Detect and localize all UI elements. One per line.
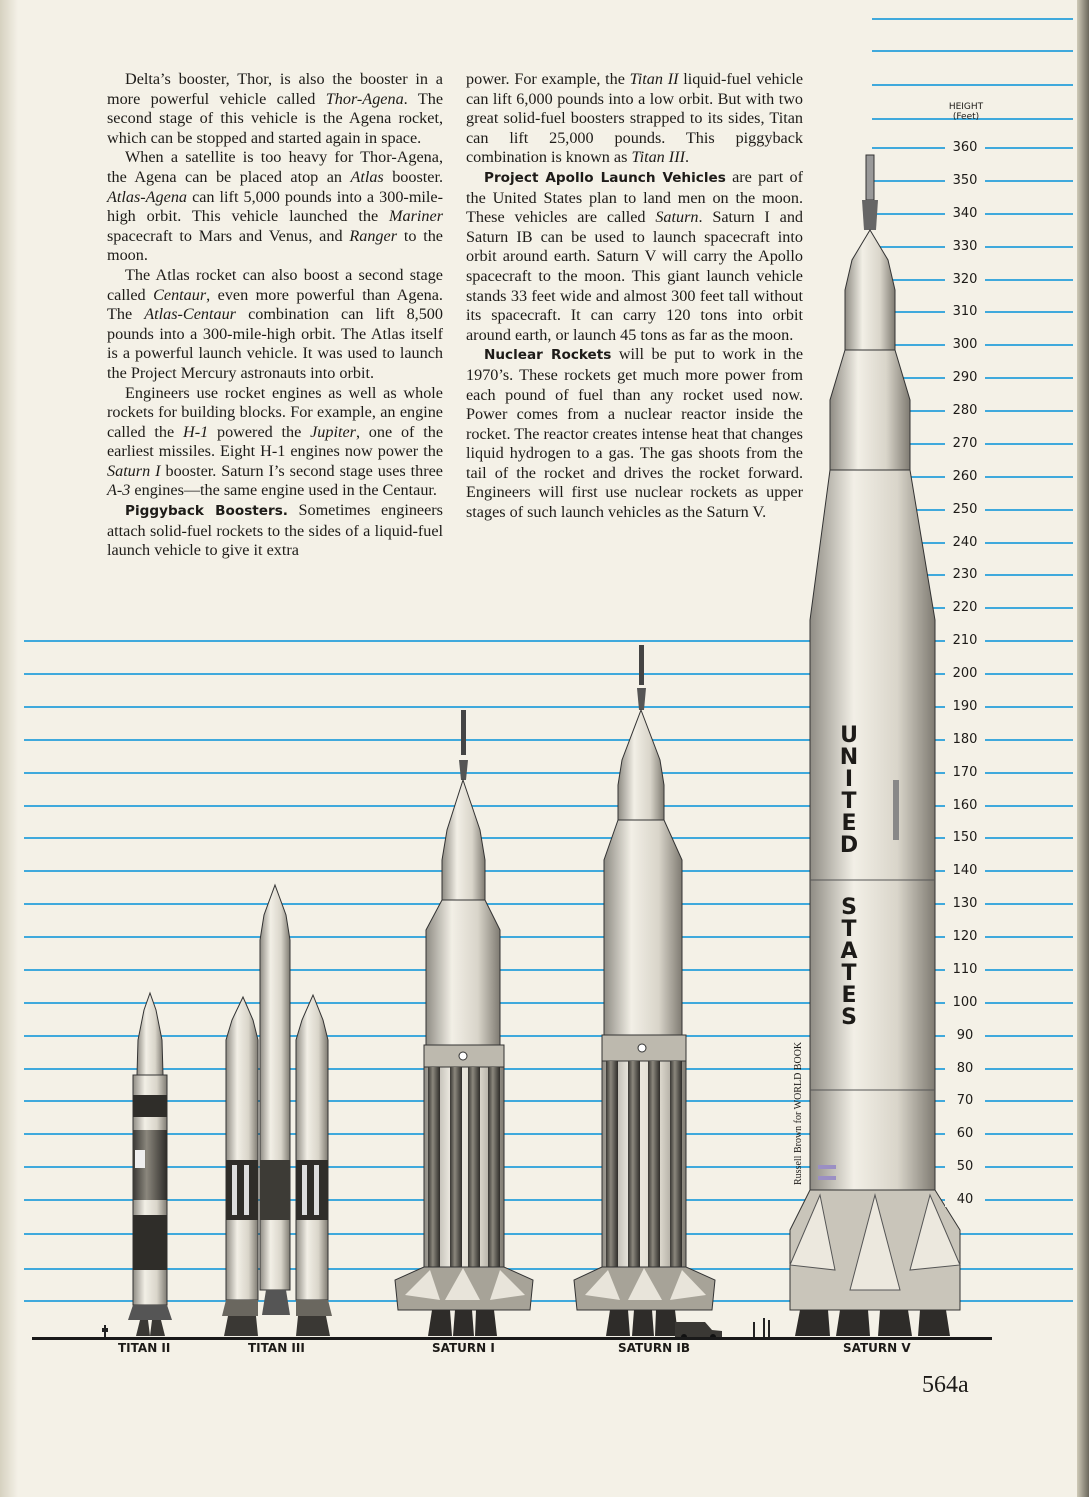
italic-text: Thor-Agena	[325, 89, 404, 108]
saturn-v-letter: U	[840, 723, 858, 748]
scale-mark-label: 190	[945, 700, 985, 714]
paragraph	[107, 501, 443, 561]
scale-mark-label: 170	[945, 766, 985, 780]
italic-text: Atlas	[350, 167, 384, 186]
italic-text: Atlas-Centaur	[144, 305, 236, 324]
text-run: can lift 5,000 pounds into a 300-mile-high orbit. This vehicle launched the	[107, 187, 443, 226]
page-number: 564a	[922, 1372, 969, 1398]
saturn-v-letter: S	[841, 895, 857, 920]
paragraph	[466, 345, 803, 522]
saturn-i-rocket	[395, 710, 533, 1336]
scale-mark-label: 250	[945, 503, 985, 517]
paragraph	[107, 148, 443, 266]
text-run: booster. Saturn I’s second stage uses three	[160, 461, 443, 480]
text-run: are part of the United States plan to land men on the moon. These vehicles are called	[466, 167, 803, 227]
scale-mark-label: 50	[945, 1160, 985, 1174]
scale-mark-label: 230	[945, 568, 985, 582]
paragraph	[107, 266, 443, 384]
paragraph	[107, 384, 443, 502]
saturn-v-letter: E	[841, 983, 857, 1008]
text-run: , one of the earliest missiles. Eight H-1 engines now power the	[107, 422, 444, 461]
scale-mark-label: 70	[945, 1094, 985, 1108]
scale-mark-label: 180	[945, 733, 985, 747]
scale-mark-label: 350	[945, 174, 985, 188]
saturn-v-letter: A	[840, 939, 858, 964]
height-title-line: HEIGHT	[948, 102, 984, 112]
text-run: . The second stage of this vehicle is the Agena rocket, which can be stopped and started again in space.	[107, 89, 444, 147]
text-run: combination can lift 8,500 pounds into a 300-mile-high orbit. The Atlas itself is a powerful launch vehicle. It was used to launch the Project Mercury astronauts into orbit.	[107, 305, 443, 382]
text-run: When a satellite is too heavy for Thor-Agena, the Agena can be placed atop an	[107, 148, 443, 186]
scale-mark-label: 160	[945, 799, 985, 813]
scale-mark-label: 310	[945, 305, 985, 319]
titan-ii-rocket	[102, 993, 172, 1337]
text-column-left	[107, 70, 443, 561]
section-heading: Nuclear Rockets	[484, 347, 612, 364]
text-run: Sometimes engineers attach solid-fuel rockets to the sides of a liquid-fuel launch vehicle to give it extra	[107, 501, 443, 560]
italic-text: Saturn I	[107, 461, 161, 480]
saturn-v-letter: T	[841, 789, 857, 814]
text-run: engines—the same engine used in the Centaur.	[130, 481, 437, 500]
scale-mark-label: 240	[945, 536, 985, 550]
text-run: Delta’s booster, Thor, is also the booster in a more powerful vehicle called	[107, 70, 443, 108]
saturn-v-rocket	[790, 155, 960, 1336]
saturn-v-letter: N	[839, 745, 859, 770]
saturn-v-letter: D	[839, 833, 859, 858]
saturn-v-letter: S	[841, 1005, 857, 1030]
scale-mark-label: 130	[945, 897, 985, 911]
italic-text: Saturn	[655, 208, 699, 227]
label-saturn-ib: SATURN IB	[618, 1341, 690, 1355]
italic-text: Centaur	[153, 285, 207, 304]
italic-text: Jupiter	[310, 422, 356, 441]
scale-mark-label: 80	[945, 1062, 985, 1076]
scale-mark-label: 270	[945, 437, 985, 451]
ground-line	[32, 1337, 992, 1340]
section-heading: Piggyback Boosters.	[125, 503, 288, 520]
paragraph	[466, 70, 803, 168]
scale-mark-label: 110	[945, 963, 985, 977]
scale-mark-label: 210	[945, 634, 985, 648]
scale-mark-label: 220	[945, 601, 985, 615]
paragraph	[107, 70, 443, 148]
text-run: .	[684, 148, 690, 167]
scale-mark-label: 300	[945, 338, 985, 352]
scale-mark-label: 100	[945, 996, 985, 1010]
text-run: will be put to work in the 1970’s. These rockets get much more power from each pound of fuel than any rocket used now. Power comes from a nuclear reactor inside the rocket. The reactor creates intense heat that changes liquid hydrogen to a gas. The gas shoots from the tail of the rocket and drives the rocket forward. Engineers will first use nuclear rockets as upper stages of such launch vehicles as the Saturn V.	[466, 345, 804, 522]
scale-mark-label: 280	[945, 404, 985, 418]
text-run: booster.	[383, 167, 443, 186]
scale-mark-label: 320	[945, 273, 985, 287]
text-column-right	[466, 70, 803, 523]
text-run: . Saturn I and Saturn IB can be used to launch spacecraft into orbit around earth. Saturn V will carry the Apollo spacecraft to the moon. This giant launch vehicle stands 33 feet wide and almost 300 feet tall without its spacecraft. It can carry 120 tons into orbit around earth, or launch 45 tons as far as the moon.	[466, 208, 804, 344]
saturn-ib-rocket	[574, 645, 770, 1340]
saturn-v-letter: I	[844, 767, 854, 792]
scale-mark-label: 290	[945, 371, 985, 385]
saturn-v-letter: T	[841, 917, 857, 942]
text-run: The Atlas rocket can also boost a second stage called	[107, 265, 443, 304]
scale-mark-label: 40	[945, 1193, 985, 1207]
label-titan-ii: TITAN II	[118, 1341, 171, 1355]
italic-text: A-3	[107, 481, 131, 500]
saturn-v-letter: T	[841, 961, 857, 986]
italic-text: Titan II	[629, 70, 679, 88]
scale-mark-label: 150	[945, 831, 985, 845]
label-saturn-i: SATURN I	[432, 1341, 495, 1355]
label-saturn-v: SATURN V	[843, 1341, 911, 1355]
paragraph	[466, 168, 803, 345]
text-run: spacecraft to Mars and Venus, and	[107, 226, 350, 245]
titan-iii-rocket	[222, 885, 332, 1336]
text-run: , even more powerful than Agena. The	[107, 285, 443, 324]
height-scale-title	[940, 102, 992, 122]
scale-mark-label: 340	[945, 207, 985, 221]
scale-mark-label: 360	[945, 141, 985, 155]
label-titan-iii: TITAN III	[248, 1341, 305, 1355]
saturn-v-letter: E	[841, 811, 857, 836]
scale-mark-label: 200	[945, 667, 985, 681]
text-run: liquid-fuel vehicle can lift 6,000 pounds into a low orbit. But with two great solid-fuel boosters strapped to its sides, Titan can lift 25,000 pounds. This piggyback combination is known as	[466, 70, 804, 167]
scale-mark-label: 260	[945, 470, 985, 484]
height-units-line: (Feet)	[952, 112, 980, 122]
illustration-credit: Russell Brown for WORLD BOOK	[793, 1041, 804, 1185]
scale-mark-label: 120	[945, 930, 985, 944]
italic-text: Mariner	[389, 207, 443, 226]
page-right-edge	[1077, 0, 1089, 1497]
text-run: to the moon.	[107, 226, 443, 265]
scale-mark-label: 140	[945, 864, 985, 878]
italic-text: Ranger	[349, 226, 398, 245]
scale-mark-label: 330	[945, 240, 985, 254]
italic-text: Titan III	[631, 148, 685, 167]
scale-mark-label: 90	[945, 1029, 985, 1043]
section-heading: Project Apollo Launch Vehicles	[484, 169, 726, 186]
text-run: power. For example, the	[466, 70, 630, 88]
italic-text: H-1	[183, 422, 209, 441]
scale-mark-label: 60	[945, 1127, 985, 1141]
italic-text: Atlas-Agena	[107, 187, 188, 206]
text-run: powered the	[208, 422, 311, 441]
text-run: Engineers use rocket engines as well as whole rockets for building blocks. For example, an engine called the	[107, 383, 443, 441]
